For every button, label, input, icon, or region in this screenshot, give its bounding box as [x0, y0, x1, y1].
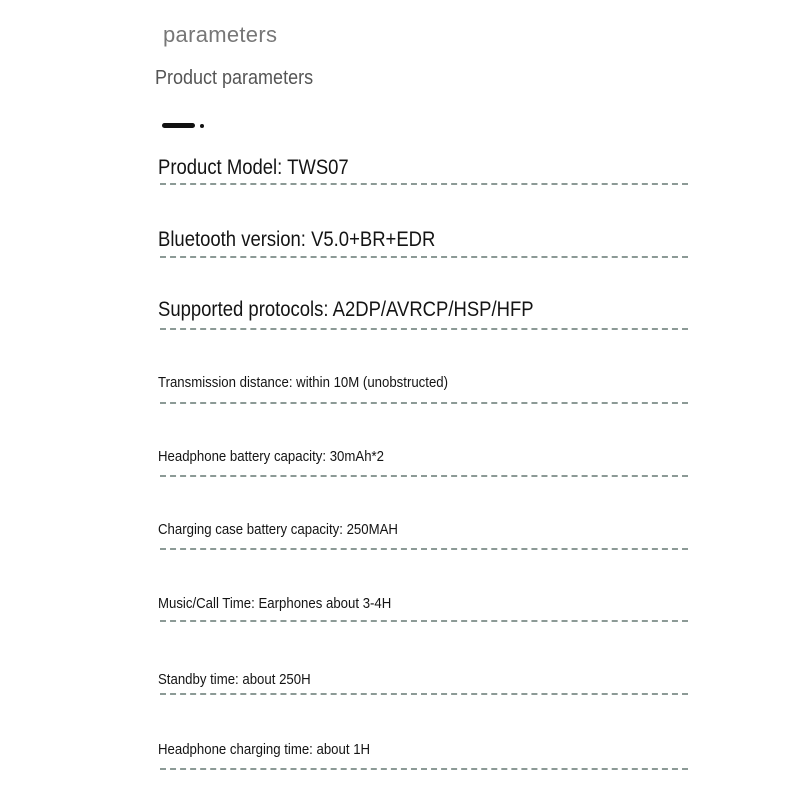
param-text: Product Model: TWS07 [158, 156, 349, 179]
page-subheading: Product parameters [155, 67, 314, 89]
param-divider [160, 328, 688, 330]
param-divider [160, 548, 688, 550]
param-text: Standby time: about 250H [158, 671, 311, 688]
param-text: Bluetooth version: V5.0+BR+EDR [158, 228, 436, 251]
param-text: Supported protocols: A2DP/AVRCP/HSP/HFP [158, 298, 534, 321]
param-divider [160, 256, 688, 258]
param-divider [160, 768, 688, 770]
page-heading: parameters [163, 22, 278, 47]
param-divider [160, 183, 688, 185]
accent-dot [200, 124, 204, 128]
accent-bar [162, 123, 195, 128]
param-divider [160, 475, 688, 477]
param-divider [160, 693, 688, 695]
param-text: Headphone battery capacity: 30mAh*2 [158, 448, 385, 465]
param-text: Charging case battery capacity: 250MAH [158, 521, 398, 538]
param-divider [160, 620, 688, 622]
param-text: Transmission distance: within 10M (unobstructed) [158, 374, 449, 391]
accent-mark [162, 123, 212, 129]
param-divider [160, 402, 688, 404]
param-text: Headphone charging time: about 1H [158, 741, 371, 758]
param-text: Music/Call Time: Earphones about 3-4H [158, 595, 392, 612]
